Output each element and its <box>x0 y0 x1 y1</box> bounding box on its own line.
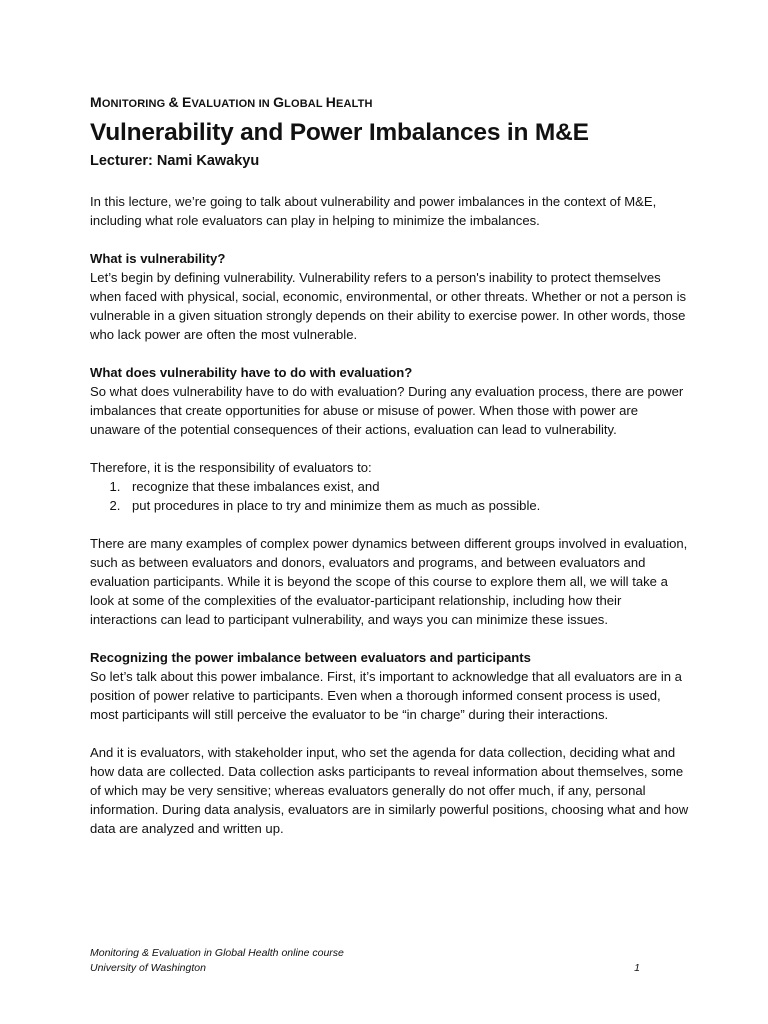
section-paragraph: So let’s talk about this power imbalance. First, it’s important to acknowledge that all evaluators are in a position of power relative to participants. Even when a thorough informed consent process is used, most participants will still perceive the evaluator to be “in charge” during their interactions. <box>90 669 682 722</box>
section-paragraph: And it is evaluators, with stakeholder input, who set the agenda for data collection, deciding what and how data are collected. Data collection asks participants to reveal information about themselves, some of which may be very sensitive; whereas evaluators generally do not offer much, if any, personal information. During data analysis, evaluators are in similarly powerful positions, choosing what and how data are analyzed and written up. <box>90 745 689 836</box>
page-footer <box>90 946 640 976</box>
section-recognizing <box>90 648 690 724</box>
section-paragraph: There are many examples of complex power dynamics between different groups involved in evaluation, such as between evaluators and donors, evaluators and programs, and between evaluators and evaluation participants. While it is beyond the scope of this course to explore them all, we will take a look at some of the complexities of the evaluator-participant relationship, including how their interactions can lead to participant vulnerability, and ways you can minimize these issues. <box>90 536 688 627</box>
list-item: 1. recognize that these imbalances exist, and <box>124 477 690 496</box>
section-agenda <box>90 743 690 838</box>
list-item: 2. put procedures in place to try and minimize them as much as possible. <box>124 496 690 515</box>
lecture-body <box>90 192 690 838</box>
section-heading: What does vulnerability have to do with evaluation? <box>90 365 413 380</box>
section-evaluation <box>90 363 690 439</box>
course-heading: MONITORING & EVALUATION IN GLOBAL HEALTH <box>90 94 373 110</box>
section-dynamics <box>90 534 690 629</box>
responsibility-lead: Therefore, it is the responsibility of evaluators to: <box>90 460 372 475</box>
section-responsibility <box>90 458 690 515</box>
section-vulnerability <box>90 249 690 344</box>
page-number: 1 <box>634 962 640 974</box>
responsibility-list <box>90 477 690 515</box>
document-page <box>90 94 690 838</box>
intro-paragraph: In this lecture, we’re going to talk about vulnerability and power imbalances in the context of M&E, including what role evaluators can play in helping to minimize the imbalances. <box>90 194 657 228</box>
footer-institution: University of Washington <box>90 962 206 974</box>
section-paragraph: Let’s begin by defining vulnerability. Vulnerability refers to a person's inability to protect themselves when faced with physical, social, economic, environmental, or other threats. Whether or not a person is vulnerable in a given situation strongly depends on their ability to exercise power. In other words, those who lack power are often the most vulnerable. <box>90 270 687 342</box>
page-title: Vulnerability and Power Imbalances in M&E <box>90 119 589 146</box>
section-heading: What is vulnerability? <box>90 251 226 266</box>
section-paragraph: So what does vulnerability have to do with evaluation? During any evaluation process, there are power imbalances that create opportunities for abuse or misuse of power. When those with power are unaware of the potential consequences of their actions, evaluation can lead to vulnerability. <box>90 384 684 437</box>
footer-course: Monitoring & Evaluation in Global Health online course <box>90 947 344 959</box>
section-heading: Recognizing the power imbalance between evaluators and participants <box>90 650 531 665</box>
lecturer-name: Lecturer: Nami Kawakyu <box>90 153 260 169</box>
